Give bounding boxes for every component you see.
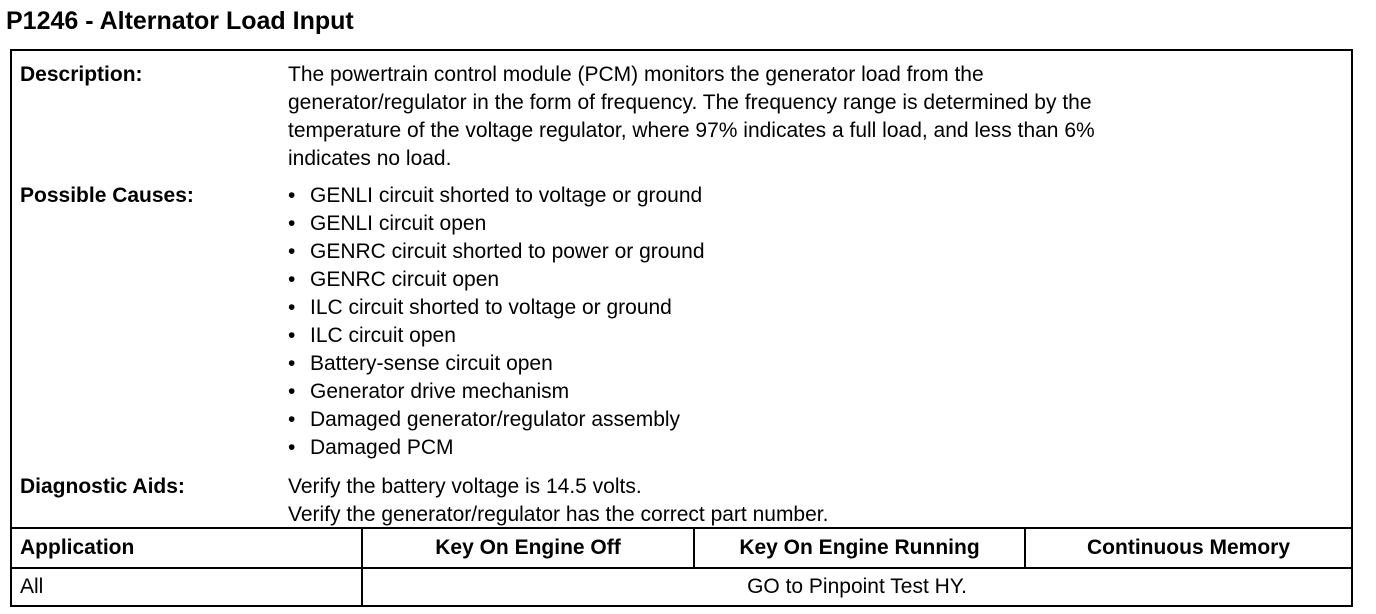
header-key-on-engine-off: Key On Engine Off: [435, 536, 621, 559]
cause-item: • GENLI circuit shorted to voltage or ground: [288, 182, 705, 210]
description-line: generator/regulator in the form of frequency. The frequency range is determined by the: [288, 91, 1092, 114]
cause-item: • ILC circuit shorted to voltage or ground: [288, 294, 705, 322]
header-key-on-engine-running: Key On Engine Running: [739, 536, 980, 559]
diagnostic-aids-text: [288, 473, 828, 529]
cause-item: • GENLI circuit open: [288, 210, 705, 238]
table-row-divider: [12, 567, 1351, 569]
dtc-info-table: [10, 49, 1353, 607]
application-value: All: [20, 575, 44, 598]
diagnostic-aids-label: Diagnostic Aids:: [20, 475, 185, 498]
description-line: The powertrain control module (PCM) monitors the generator load from the: [288, 63, 984, 86]
cause-item: • Damaged PCM: [288, 434, 705, 462]
cause-item: • Damaged generator/regulator assembly: [288, 406, 705, 434]
cause-item: • ILC circuit open: [288, 322, 705, 350]
cause-item: • GENRC circuit shorted to power or ground: [288, 238, 705, 266]
cause-item: • GENRC circuit open: [288, 266, 705, 294]
description-label: Description:: [20, 63, 143, 86]
header-application: Application: [20, 536, 135, 559]
header-continuous-memory: Continuous Memory: [1087, 536, 1290, 559]
possible-causes-list: [288, 182, 705, 462]
pinpoint-test-action: GO to Pinpoint Test HY.: [747, 575, 967, 598]
cause-item: • Generator drive mechanism: [288, 378, 705, 406]
diagnostic-aid-line: Verify the generator/regulator has the correct part number.: [288, 503, 829, 526]
description-text: [288, 61, 1095, 173]
possible-causes-label: Possible Causes:: [20, 184, 194, 207]
table-top-divider: [12, 527, 1351, 529]
page-title: P1246 - Alternator Load Input: [6, 7, 354, 35]
cause-item: • Battery-sense circuit open: [288, 350, 705, 378]
description-line: temperature of the voltage regulator, where 97% indicates a full load, and less than 6%: [288, 119, 1095, 142]
description-line: indicates no load.: [288, 147, 452, 170]
diagnostic-aid-line: Verify the battery voltage is 14.5 volts.: [288, 475, 642, 498]
